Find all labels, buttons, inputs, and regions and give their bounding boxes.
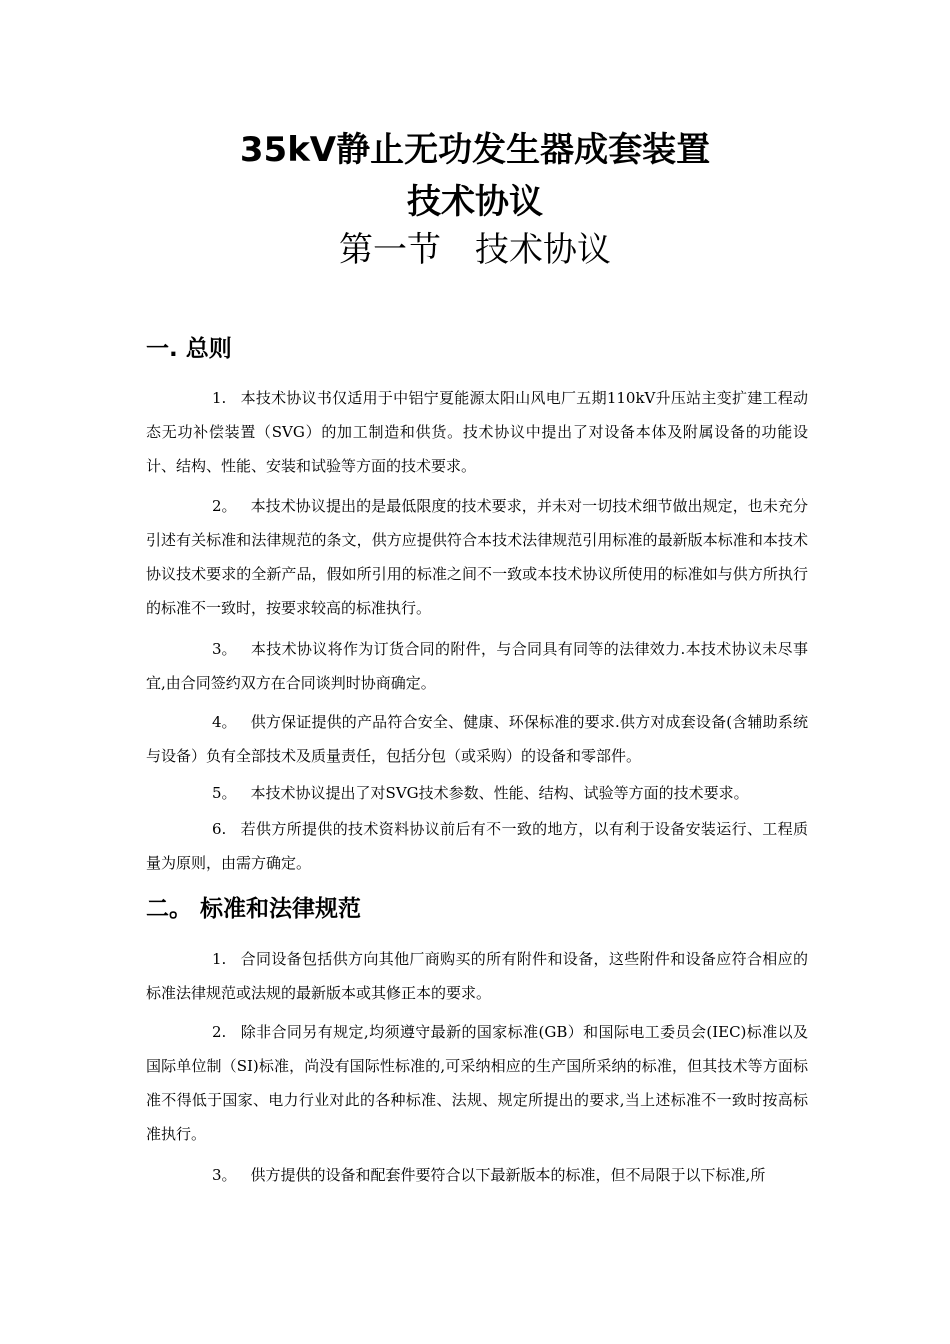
item-number: 1. (212, 389, 227, 407)
item-text: 本技术协议提出了对SVG技术参数、性能、结构、试验等方面的技术要求。 (250, 784, 749, 802)
item-number: 1. (212, 950, 227, 968)
item-text: 供方提供的设备和配套件要符合以下最新版本的标准，但不局限于以下标准,所 (250, 1166, 766, 1184)
item-text: 本技术协议将作为订货合同的附件，与合同具有同等的法律效力.本技术协议未尽事宜,由合同签约双方在合同谈判时协商确定。 (146, 640, 808, 692)
item-number: 5。 (212, 784, 237, 802)
item-number: 3。 (212, 1166, 237, 1184)
list-item (146, 705, 808, 773)
item-number: 2。 (212, 497, 237, 515)
list-item (146, 1015, 808, 1151)
item-text: 若供方所提供的技术资料协议前后有不一致的地方，以有利于设备安装运行、工程质量为原则，由需方确定。 (146, 820, 808, 872)
item-text: 本技术协议提出的是最低限度的技术要求，并未对一切技术细节做出规定，也未充分引述有关标准和法律规范的条文，供方应提供符合本技术法律规范引用标准的最新版本标准和本技术协议技术要求的全新产品，假如所引用的标准之间不一致或本技术协议所使用的标准如与供方所执行的标准不一致时，按要求较高的标准执行。 (146, 497, 808, 617)
document-subtitle: 技术协议 (407, 182, 543, 222)
item-text: 本技术协议书仅适用于中铝宁夏能源太阳山风电厂五期110kV升压站主变扩建工程动态无功补偿装置（SVG）的加工制造和供货。技术协议中提出了对设备本体及附属设备的功能设计、结构、性能、安装和试验等方面的技术要求。 (146, 389, 808, 475)
section-heading-general: 一. 总则 (146, 336, 232, 362)
item-number: 4。 (212, 713, 237, 731)
list-item (146, 776, 808, 810)
item-number: 6. (212, 820, 227, 838)
list-item (146, 489, 808, 625)
section-heading-standards: 二。 标准和法律规范 (146, 896, 362, 922)
document-title: 35kV静止无功发生器成套装置 (239, 130, 711, 170)
list-item (146, 1158, 808, 1192)
list-item (146, 381, 808, 483)
list-item (146, 812, 808, 880)
list-item (146, 942, 808, 1010)
section-title: 第一节 技术协议 (339, 230, 611, 270)
item-text: 除非合同另有规定,均须遵守最新的国家标准(GB）和国际电工委员会(IEC)标准以及国际单位制（SI)标准，尚没有国际性标准的,可采纳相应的生产国所采纳的标准，但其技术等方面标准不得低于国家、电力行业对此的各种标准、法规、规定所提出的要求,当上述标准不一致时按高标准执行。 (146, 1023, 808, 1143)
item-text: 供方保证提供的产品符合安全、健康、环保标准的要求.供方对成套设备(含辅助系统与设备）负有全部技术及质量责任，包括分包（或采购）的设备和零部件。 (146, 713, 808, 765)
list-item (146, 632, 808, 700)
item-number: 2. (212, 1023, 227, 1041)
item-number: 3。 (212, 640, 237, 658)
item-text: 合同设备包括供方向其他厂商购买的所有附件和设备，这些附件和设备应符合相应的标准法律规范或法规的最新版本或其修正本的要求。 (146, 950, 808, 1002)
